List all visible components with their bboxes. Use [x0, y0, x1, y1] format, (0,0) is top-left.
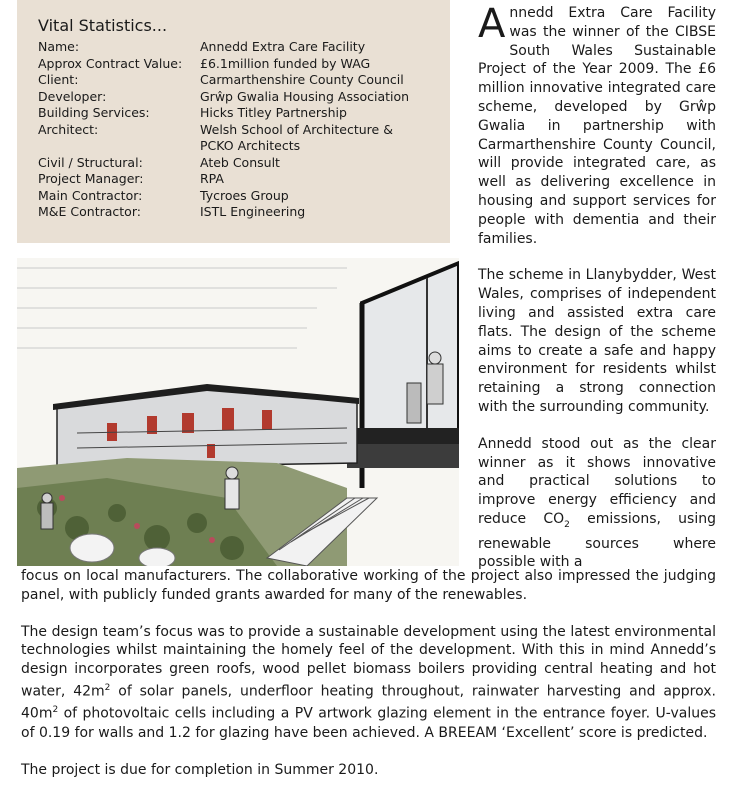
stats-row — [38, 56, 450, 73]
stats-row — [38, 89, 450, 106]
stats-value: ISTL Engineering — [200, 204, 306, 219]
stats-value: Carmarthenshire County Council — [200, 72, 404, 87]
stats-label: Main Contractor: — [38, 187, 143, 203]
building-sketch-illustration — [17, 258, 459, 566]
stats-label: Name: — [38, 39, 80, 54]
article-paragraph-5: The project is due for completion in Summer 2010. — [21, 761, 379, 778]
article-bottom — [21, 567, 716, 797]
vital-statistics-box — [17, 0, 450, 243]
stats-heading: Vital Statistics... — [38, 16, 168, 35]
stats-label: Architect: — [38, 121, 99, 137]
stats-label: Project Manager: — [38, 171, 144, 186]
stats-row — [38, 72, 450, 89]
stats-row — [38, 171, 450, 188]
stats-value: Hicks Titley Partnership — [200, 105, 347, 120]
stats-label: Civil / Structural: — [38, 154, 143, 170]
article-paragraph-1: Annedd Extra Care Facility was the winner of the CIBSE South Wales Sustainable Project of the Year 2009. The £6 million innovative integrated care scheme, developed by Grŵp Gwalia in partnership with Carmarthenshire County Council, will provide integrated care, as well as delivering excellence in housing and support services for people with dementia and their families. — [478, 1, 716, 247]
stats-label: Approx Contract Value: — [38, 55, 183, 71]
stats-row — [38, 39, 450, 56]
stats-value: RPA — [200, 171, 224, 186]
stats-label: Building Services: — [38, 105, 150, 120]
stats-value: £6.1million funded by WAG — [200, 55, 371, 71]
stats-value: Ateb Consult — [200, 154, 280, 170]
article-paragraph-3-continued: focus on local manufacturers. The collaborative working of the project also impressed the judging panel, with publicly funded grants awarded for many of the renewables. — [21, 568, 716, 603]
stats-value: Tycroes Group — [200, 187, 289, 203]
stats-row — [38, 122, 450, 155]
stats-value: Welsh School of Architecture & PCKO Architects — [200, 121, 393, 153]
stats-row — [38, 188, 450, 205]
stats-label: M&E Contractor: — [38, 204, 141, 219]
stats-value: Grŵp Gwalia Housing Association — [200, 88, 410, 104]
stats-row — [38, 105, 450, 122]
article-right-column — [478, 1, 716, 590]
stats-value: Annedd Extra Care Facility — [200, 39, 366, 54]
stats-row — [38, 204, 450, 221]
stats-label: Client: — [38, 72, 79, 87]
stats-list — [38, 39, 450, 221]
article-paragraph-3: Annedd stood out as the clear winner as it shows innovative and practical solutions to improve energy efficiency and reduce $CO_2$ emissions, using renewable sources where possible with a — [478, 435, 716, 571]
article-paragraph-2: The scheme in Llanybydder, West Wales, comprises of independent living and assisted extra care flats. The design of the scheme aims to create a safe and happy environment for residents whilst retaining a strong connection with the surrounding community. — [478, 267, 716, 415]
stats-label: Developer: — [38, 88, 107, 104]
drop-cap: A — [478, 1, 506, 47]
stats-row — [38, 155, 450, 172]
article-paragraph-4: The design team’s focus was to provide a sustainable development using the latest environmental technologies whilst maintaining the homely feel of the development. With this in mind Annedd’s design incorporates green roofs, wood pellet biomass boilers providing central heating and hot water, $42m^2$ of solar panels, underfloor heating throughout, rainwater harvesting and approx. $40m^2$ of photovoltaic cells including a PV artwork glazing element in the entrance foyer. U-values of 0.19 for walls and 1.2 for glazing have been achieved. A BREEAM ‘Excellent’ score is predicted. — [21, 623, 716, 741]
